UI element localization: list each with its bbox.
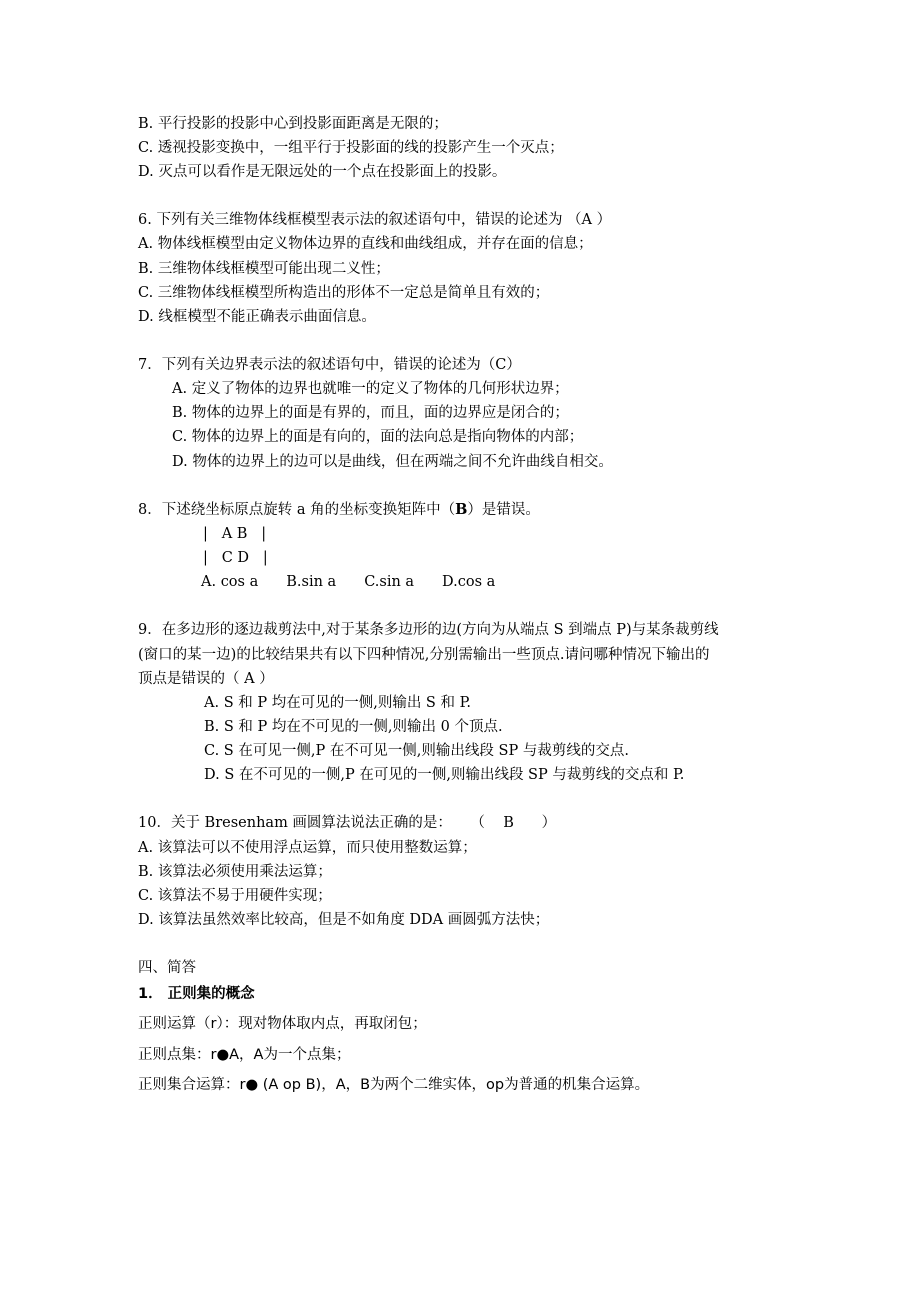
q6-option-a: A. 物体线框模型由定义物体边界的直线和曲线组成，并存在面的信息；	[138, 236, 593, 252]
section-4-heading: 四、简答	[138, 960, 196, 976]
q6-stem: 6. 下列有关三维物体线框模型表示法的叙述语句中，错误的论述为 （A ）	[138, 212, 612, 228]
q7-option-b: B. 物体的边界上的面是有界的，而且，面的边界应是闭合的；	[172, 405, 569, 421]
q10-option-b: B. 该算法必须使用乘法运算；	[138, 864, 332, 880]
q8-option-a: A. cos a	[201, 574, 259, 590]
q6-option-d: D. 线框模型不能正确表示曲面信息。	[138, 309, 376, 325]
q8-matrix-row-1: | A B |	[203, 526, 267, 542]
q9-option-a: A. S 和 P 均在可见的一侧,则输出 S 和 P.	[204, 695, 472, 711]
regular-operation-line: 正则运算（r）：现对物体取内点，再取闭包；	[138, 1016, 427, 1032]
q10-stem: 10．关于 Bresenham 画圆算法说法正确的是： （ B ）	[138, 815, 557, 831]
regular-point-set-line: 正则点集：r●A，A为一个点集；	[138, 1047, 351, 1063]
q8-matrix-row-2: | C D |	[203, 550, 268, 566]
q8-stem-answer: B	[455, 501, 468, 518]
q10-option-a: A. 该算法可以不使用浮点运算，而只使用整数运算；	[138, 840, 477, 856]
q8-option-d: D.cos a	[442, 574, 496, 590]
q5-option-c: C. 透视投影变换中，一组平行于投影面的线的投影产生一个灭点；	[138, 140, 564, 156]
q6-option-c: C. 三维物体线框模型所构造出的形体不一定总是简单且有效的；	[138, 285, 550, 301]
q8-option-c: C.sin a	[364, 574, 415, 590]
q6-option-b: B. 三维物体线框模型可能出现二义性；	[138, 261, 390, 277]
q8-options	[201, 570, 523, 594]
q8-stem-pre: 8．下述绕坐标原点旋转 a 角的坐标变换矩阵中（	[138, 502, 456, 518]
q9-option-d: D. S 在不可见的一侧,P 在可见的一侧,则输出线段 SP 与裁剪线的交点和 P.	[204, 767, 685, 783]
q7-stem: 7．下列有关边界表示法的叙述语句中，错误的论述为（C）	[138, 357, 521, 373]
q9-stem-line-1: 9．在多边形的逐边裁剪法中,对于某条多边形的边(方向为从端点 S 到端点 P)与某条裁剪线	[138, 622, 719, 638]
q5-option-d: D. 灭点可以看作是无限远处的一个点在投影面上的投影。	[138, 164, 507, 180]
q7-option-a: A. 定义了物体的边界也就唯一的定义了物体的几何形状边界；	[172, 381, 569, 397]
section-4-question-1-title: 1． 正则集的概念	[138, 986, 255, 1002]
q8-stem	[138, 498, 540, 522]
q8-option-b: B.sin a	[286, 574, 337, 590]
q9-option-c: C. S 在可见一侧,P 在不可见一侧,则输出线段 SP 与裁剪线的交点.	[204, 743, 629, 759]
q8-stem-post: ）是错误。	[467, 502, 540, 518]
q10-option-c: C. 该算法不易于用硬件实现；	[138, 888, 332, 904]
q7-option-c: C. 物体的边界上的面是有向的，面的法向总是指向物体的内部；	[172, 429, 584, 445]
q10-option-d: D. 该算法虽然效率比较高，但是不如角度 DDA 画圆弧方法快；	[138, 912, 550, 928]
q5-option-b: B. 平行投影的投影中心到投影面距离是无限的；	[138, 116, 448, 132]
q7-option-d: D. 物体的边界上的边可以是曲线，但在两端之间不允许曲线自相交。	[172, 454, 613, 470]
q9-option-b: B. S 和 P 均在不可见的一侧,则输出 0 个顶点.	[204, 719, 503, 735]
q9-stem-line-3: 顶点是错误的（ A ）	[138, 671, 274, 687]
q9-stem-line-2: (窗口的某一边)的比较结果共有以下四种情况,分别需输出一些顶点.请问哪种情况下输出的	[138, 647, 710, 663]
regular-set-operation-line: 正则集合运算：r● (A op B)，A，B为两个二维实体，op为普通的机集合运算。	[138, 1077, 650, 1093]
